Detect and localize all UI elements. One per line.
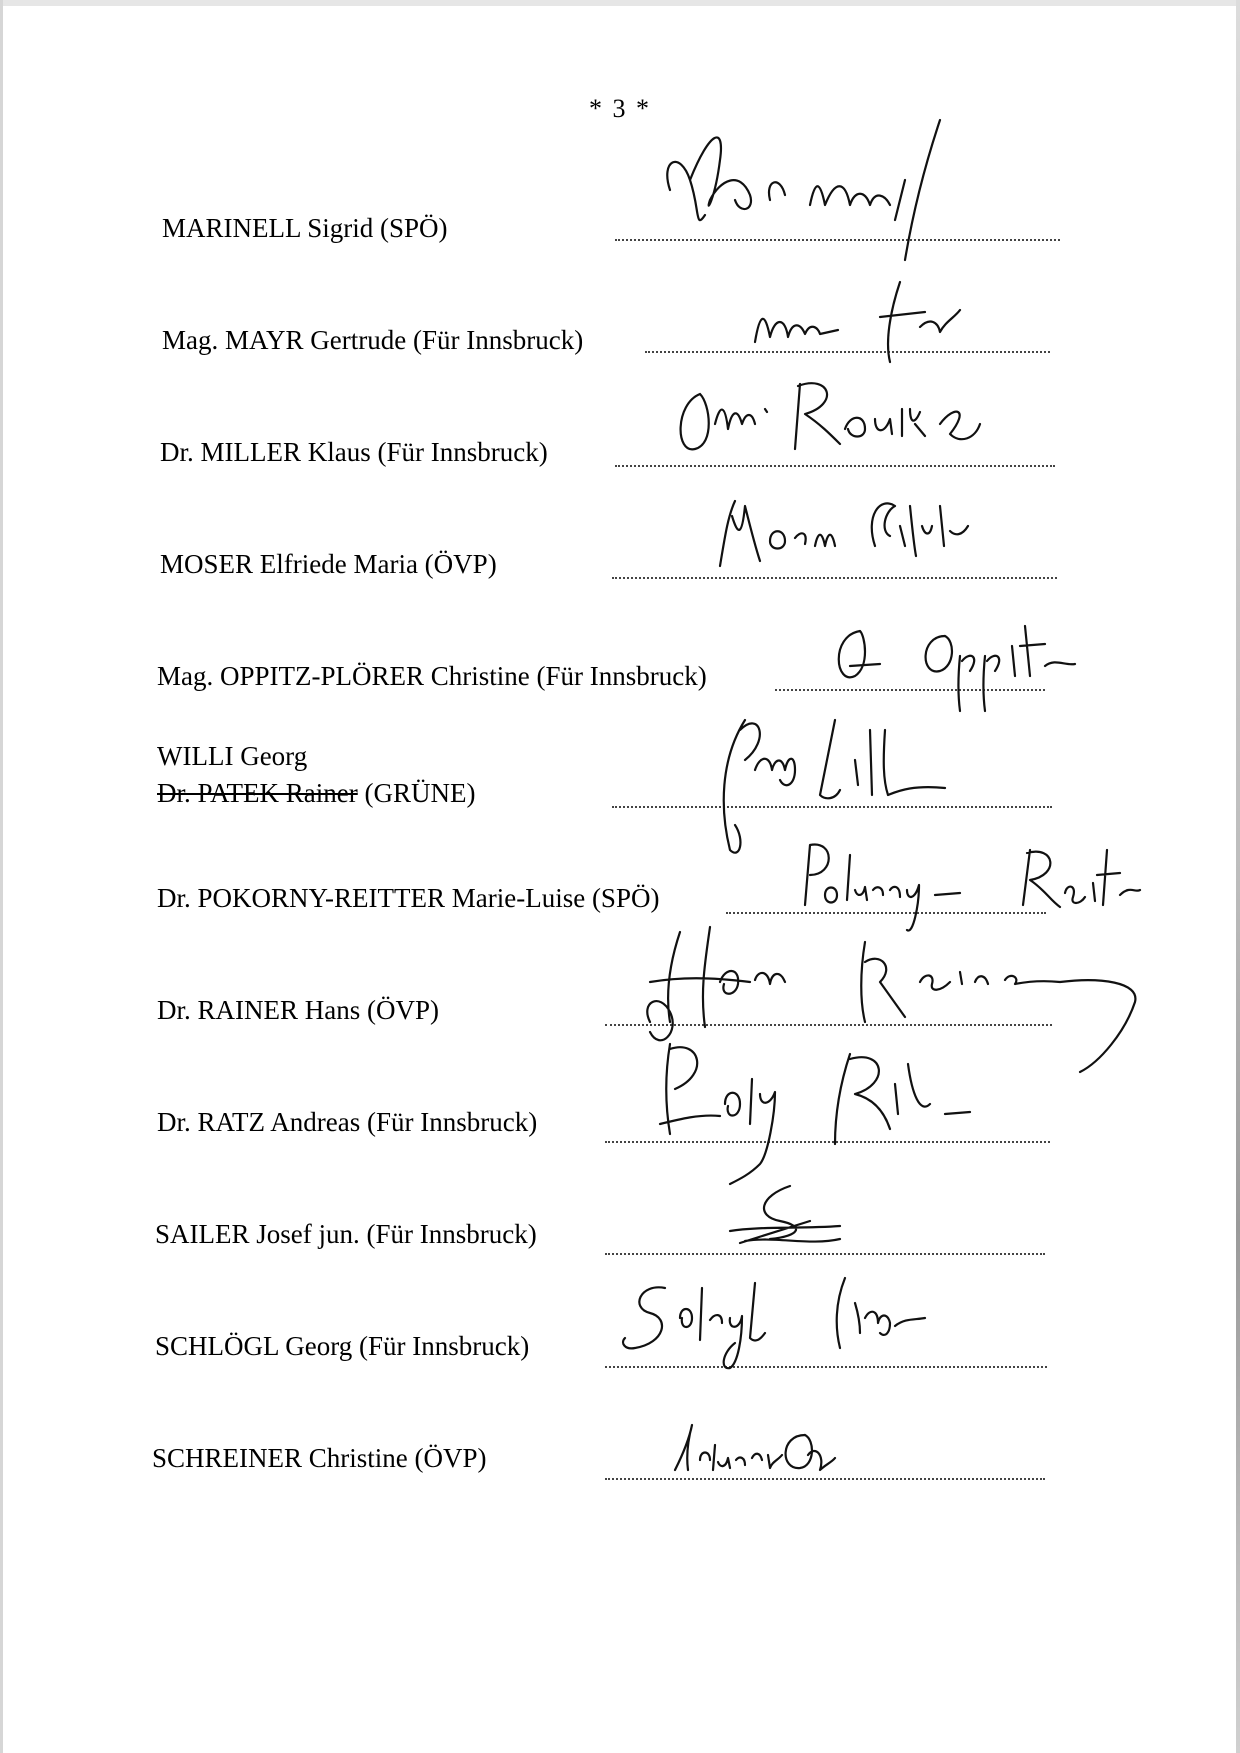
signatory-name: Dr. MILLER Klaus (Für Innsbruck) xyxy=(160,437,548,467)
signature-entry xyxy=(0,232,1240,355)
signature-entry xyxy=(0,1350,1240,1473)
scan-border-top xyxy=(0,0,1240,6)
signatory-name: Mag. OPPITZ-PLÖRER Christine (Für Innsbruck) xyxy=(157,661,707,691)
signatory-name: Dr. RATZ Andreas (Für Innsbruck) xyxy=(157,1107,538,1137)
signature-entry xyxy=(0,902,1240,1025)
signature-entry xyxy=(0,344,1240,467)
signature-entry xyxy=(0,790,1240,913)
signatory-name-line1: WILLI Georg xyxy=(157,741,308,771)
signatory-name: SAILER Josef jun. (Für Innsbruck) xyxy=(155,1219,537,1249)
signatory-name: MOSER Elfriede Maria (ÖVP) xyxy=(160,549,497,579)
signature-entry xyxy=(0,1238,1240,1361)
signatory-name: Mag. MAYR Gertrude (Für Innsbruck) xyxy=(162,325,584,355)
signature-entry xyxy=(0,1126,1240,1249)
struck-name: Dr. PATEK Rainer xyxy=(157,778,358,808)
signatory-name: MARINELL Sigrid (SPÖ) xyxy=(162,213,448,243)
signatory-name: Dr. RAINER Hans (ÖVP) xyxy=(157,995,439,1025)
page-number: * 3 * xyxy=(589,94,651,123)
signature-entry xyxy=(0,568,1240,691)
handwritten-signature xyxy=(660,1410,920,1490)
signature-entry xyxy=(0,1014,1240,1137)
party: (GRÜNE) xyxy=(364,778,476,808)
signature-entry xyxy=(0,456,1240,579)
signatory-name: SCHLÖGL Georg (Für Innsbruck) xyxy=(155,1331,530,1361)
signatory-name: SCHREINER Christine (ÖVP) xyxy=(152,1443,487,1473)
signatory-name: Dr. POKORNY-REITTER Marie-Luise (SPÖ) xyxy=(157,883,660,913)
signature-entry xyxy=(0,120,1240,243)
